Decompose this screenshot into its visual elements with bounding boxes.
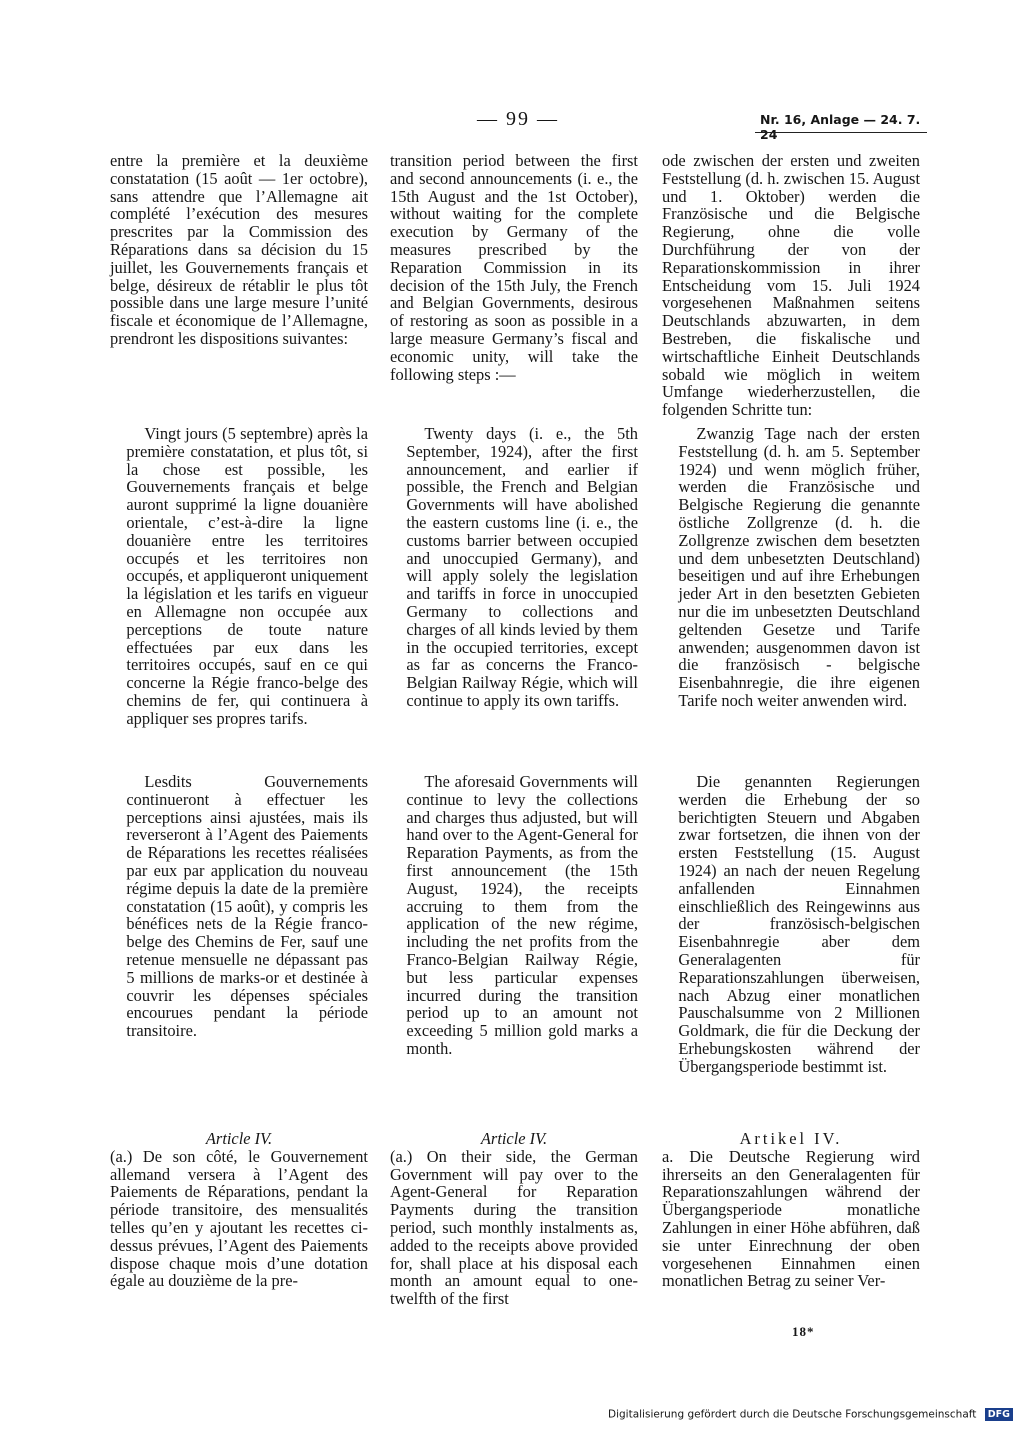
german-genannten: Die genannten Regierungen werden die Erhebung der so berichtigten Steuern und Abgaben zwar fortsetzen, die ihnen von der ersten Feststellung (15. August 1924) an nach der neuen Regelung anfallenden Einnahmen einschließlich des Reingewinns aus der französisch-belgischen Eisenbahnregie aber dem Generalagenten für Reparationszahlungen überweisen, nach Abzug einer monatlichen Pauschalsumme von 2 Millionen Goldmark, die für die Deckung der Erhebungskosten während der Übergangsperiode bestimmt ist. — [678, 772, 920, 1076]
german-intro-block — [662, 152, 920, 419]
header-rule — [755, 132, 927, 133]
german-intro: ode zwischen der ersten und zweiten Feststellung (d. h. zwischen 15. August und 1. Oktober) werden die Französische und die Belgische Regierung, ohne die volle Durchführung der von der Reparationskommission in ihrer Entscheidung vom 15. Juli 1924 vorgesehenen Maßnahmen seitens Deutschlands abzuwarten, in dem Bestreben, die fiskalische und wirtschaftliche Einheit Deutschlands sobald wie möglich in weitem Umfange wiederherzustellen, die folgenden Schritte tun: — [662, 151, 920, 420]
english-twenty-block — [390, 425, 638, 710]
french-intro-block — [110, 152, 368, 348]
english-article-text: (a.) On their side, the German Government will pay over to the Agent-General for Reparation Payments during the transition period, such monthly instalments as, added to the receipts above provided for, shall place at his disposal each month an amount equal to one-twelfth of the first — [390, 1146, 638, 1309]
signature-mark: 18* — [792, 1324, 815, 1339]
german-zwanzig-tage: Zwanzig Tage nach der ersten Feststellung (d. h. am 5. September 1924) und wenn möglich früher, werden die Französische und Belgische Regierung die genannte östliche Zollgrenze (d. h. die Zollgrenze zwischen dem besetzten und dem unbesetzten Deutschland) beseitigen und auf ihre Erhebungen jeder Art in den besetzten Gebieten nur die im unbesetzten Deutschland geltenden Gesetze und Tarife anwenden; ausgenommen davon ist die französisch - belgische Eisenbahnregie, die ihre eigenen Tarife noch weiter anwenden wird. — [678, 424, 920, 710]
english-intro-block — [390, 152, 638, 383]
french-lesdits: Lesdits Gouvernements continueront à effectuer les perceptions ainsi ajustées, mais ils reverseront à l’Agent des Paiements de Réparations les recettes réalisées par eux par application du nouveau régime depuis la date de la première constatation (15 août), y compris les bénéfices nets de la Régie franco-belge des Chemins de Fer, sauf une retenue mensuelle ne dépassant pas 5 millions de marks-or et destinée à couvrir les dépenses spéciales encourues pendant la période transitoire. — [126, 772, 368, 1041]
english-twenty-days: Twenty days (i. e., the 5th September, 1924), after the first announcement, and earlier if possible, the French and Belgian Governments will have abolished the eastern customs line (i. e., the customs barrier between occupied and unoccupied Germany), and will apply solely the legislation and tariffs in force in unoccupied Germany to collections and charges of all kinds levied by them in the occupied territories, except as far as concerns the Franco-Belgian Railway Régie, which will continue to apply its own tariffs. — [406, 424, 638, 710]
footer-text: Digitalisierung gefördert durch die Deutsche Forschungsgemeinschaft — [608, 1408, 977, 1421]
german-article-text: a. Die Deutsche Regierung wird ihrerseits an den Generalagenten für Reparationszahlungen während der Übergangsperiode monatliche Zahlungen in einer Höhe abführen, daß sie unter Einrechnung der oben vorgesehenen Einnahmen einen monatlichen Betrag zu seiner Ver- — [662, 1146, 920, 1291]
english-aforesaid: The aforesaid Governments will continue to levy the collections and charges thus adjusted, but will hand over to the Agent-General for Reparation Payments, as from the first announcement (the 15th August, 1924), the receipts accruing to them from the application of the new régime, including the net profits from the Franco-Belgian Railway Régie, but less particular expenses incurred during the transition period up to an amount not exceeding 5 million gold marks a month. — [406, 772, 638, 1058]
german-article-block — [662, 1130, 920, 1290]
french-lesdits-block — [110, 773, 368, 1040]
english-intro: transition period between the first and second announcements (i. e., the 15th August and the 1st October), without waiting for the complete execution by Germany of the measures prescribed by the Reparation Commission in its decision of the 15th July, the French and Belgian Governments, desirous of restoring as soon as possible in a large measure Germany’s fiscal and economic unity, will take the following steps :— — [390, 151, 638, 384]
french-article-heading: Article IV. — [205, 1129, 273, 1148]
page-number: — 99 — — [477, 108, 559, 130]
german-genannten-block — [662, 773, 920, 1076]
german-article-heading: Artikel IV. — [739, 1129, 843, 1148]
french-article-block — [110, 1130, 368, 1290]
dfg-logo-icon: DFG — [985, 1408, 1013, 1421]
english-article-heading: Article IV. — [480, 1129, 548, 1148]
german-zwanzig-block — [662, 425, 920, 710]
french-vingt-block — [110, 425, 368, 728]
footer — [608, 1408, 1013, 1421]
french-article-text: (a.) De son côté, le Gouvernement allemand versera à l’Agent des Paiements de Réparations, pendant la période transitoire, des mensualités telles qu’en y ajoutant les recettes ci-dessus prévues, l’Agent des Paiements dispose chaque mois d’une dotation égale au douzième de la pre- — [110, 1146, 368, 1291]
header-reference: Nr. 16, Anlage — 24. 7. 24 — [760, 112, 921, 142]
english-article-block — [390, 1130, 638, 1308]
english-aforesaid-block — [390, 773, 638, 1058]
french-intro: entre la première et la deuxième constatation (15 août — 1er octobre), sans attendre que l’Allemagne ait complété l’exécution des mesures prescrites par la Commission des Réparations dans sa décision du 15 juillet, les Gouvernements français et belge, désireux de rétablir le plus tôt possible dans une large mesure l’unité fiscale et économique de l’Allemagne, prendront les dispositions suivantes: — [110, 151, 368, 348]
french-vingt-jours: Vingt jours (5 septembre) après la première constatation, et plus tôt, si la chose est possible, les Gouvernements français et belge auront supprimé la ligne douanière orientale, c’est-à-dire la ligne douanière entre les territoires occupés et les territoires non occupés, et appliqueront uniquement la législation et les tarifs en vigueur en Allemagne non occupée aux perceptions de toute nature effectuées par eux dans les territoires occupés, sauf en ce qui concerne la Régie franco-belge des chemins de fer, qui continuera à appliquer ses propres tarifs. — [126, 424, 368, 728]
